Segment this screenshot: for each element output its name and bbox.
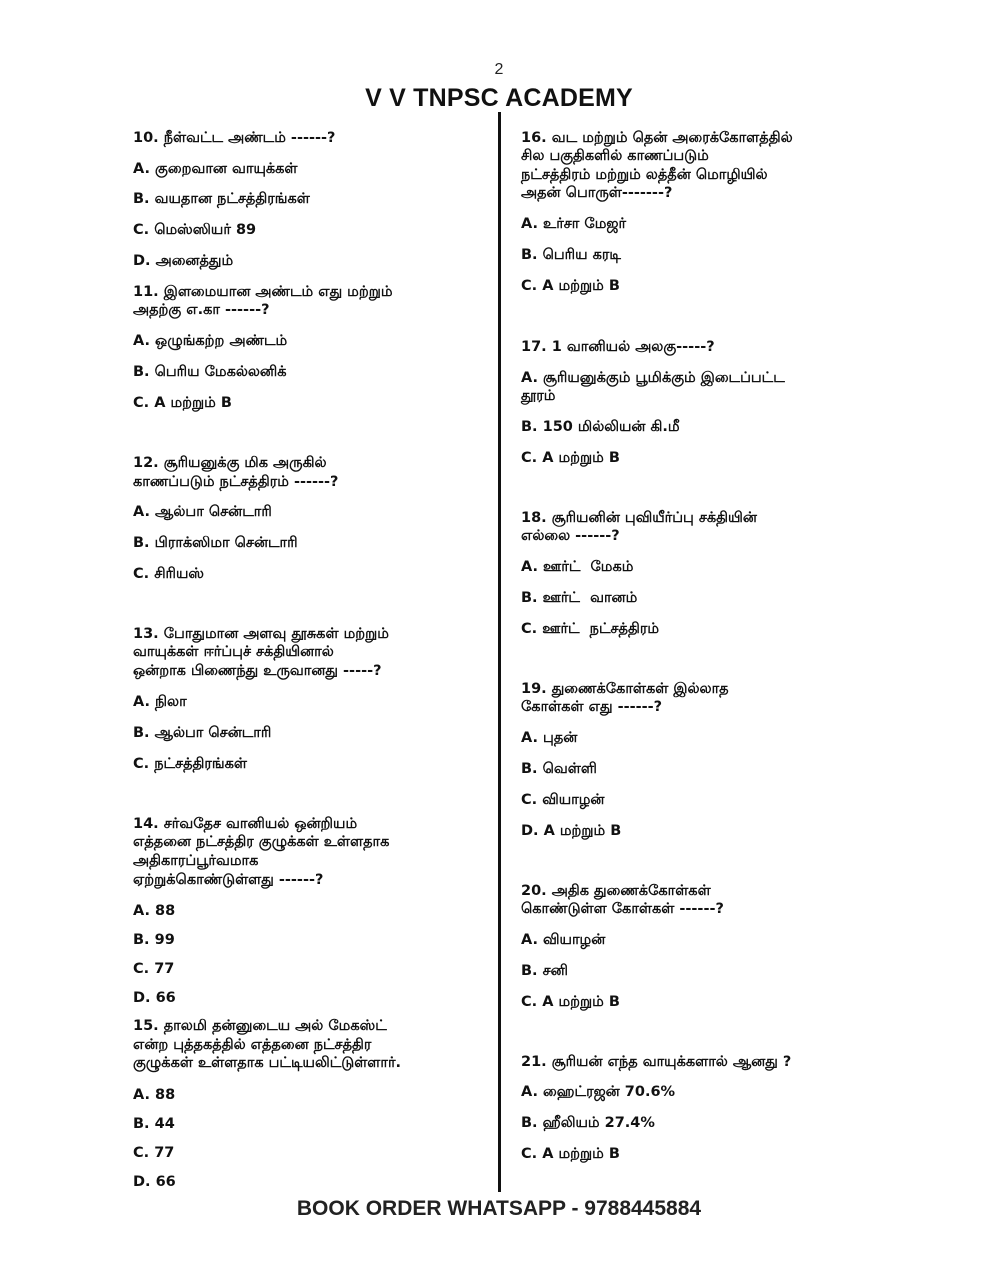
question-line: காணப்படும் நட்சத்திரம் ------? bbox=[133, 474, 339, 490]
option-line: B. ஆல்பா சென்டாரி bbox=[133, 725, 272, 741]
option-line: C. A மற்றும் B bbox=[521, 994, 620, 1010]
page-title: V V TNPSC ACADEMY bbox=[365, 84, 633, 112]
question-line: சில பகுதிகளில் காணப்படும் bbox=[521, 148, 709, 164]
option-line: B. 99 bbox=[133, 932, 175, 948]
question-line: 10. நீள்வட்ட அண்டம் ------? bbox=[133, 130, 336, 146]
option-line: A. குறைவான வாயுக்கள் bbox=[133, 161, 298, 177]
question-line: கொண்டுள்ள கோள்கள் ------? bbox=[521, 901, 724, 917]
option-line: A. உர்சா மேஜர் bbox=[521, 216, 627, 232]
question-line: அதற்கு எ.கா ------? bbox=[133, 302, 270, 318]
option-line: A. நிலா bbox=[133, 694, 187, 710]
option-line: A. ஒழுங்கற்ற அண்டம் bbox=[133, 333, 288, 349]
question-line: 12. சூரியனுக்கு மிக அருகில் bbox=[133, 455, 327, 471]
option-line: C. A மற்றும் B bbox=[133, 395, 232, 411]
question-line: அதன் பொருள்-------? bbox=[521, 185, 673, 201]
option-line: B. ஊர்ட் வானம் bbox=[521, 590, 638, 606]
option-line: C. ஊர்ட் நட்சத்திரம் bbox=[521, 621, 660, 637]
question-line: 20. அதிக துணைக்கோள்கள் bbox=[521, 883, 711, 899]
option-line: B. சனி bbox=[521, 963, 568, 979]
question-line: ஒன்றாக பிணைந்து உருவானது -----? bbox=[133, 663, 382, 679]
option-line: D. அனைத்தும் bbox=[133, 253, 234, 269]
option-line: A. ஆல்பா சென்டாரி bbox=[133, 504, 272, 520]
option-line: D. 66 bbox=[133, 990, 176, 1006]
option-line: C. A மற்றும் B bbox=[521, 450, 620, 466]
question-line: நட்சத்திரம் மற்றும் லத்தீன் மொழியில் bbox=[521, 167, 768, 183]
question-line: ஏற்றுக்கொண்டுள்ளது ------? bbox=[133, 872, 324, 888]
question-line: வாயுக்கள் ஈர்ப்புச் சக்தியினால் bbox=[133, 644, 334, 660]
option-line: A. சூரியனுக்கும் பூமிக்கும் இடைப்பட்ட bbox=[521, 370, 785, 386]
option-line: C. A மற்றும் B bbox=[521, 1146, 620, 1162]
option-line: B. 150 மில்லியன் கி.மீ bbox=[521, 419, 680, 435]
question-line: 19. துணைக்கோள்கள் இல்லாத bbox=[521, 681, 729, 697]
question-line: 21. சூரியன் எந்த வாயுக்களால் ஆனது ? bbox=[521, 1054, 792, 1070]
option-line: A. ஹைட்ரஜன் 70.6% bbox=[521, 1084, 676, 1100]
footer-order-info: BOOK ORDER WHATSAPP - 9788445884 bbox=[296, 1197, 702, 1220]
option-line: B. 44 bbox=[133, 1116, 175, 1132]
option-line: C. நட்சத்திரங்கள் bbox=[133, 756, 247, 772]
option-line: A. 88 bbox=[133, 1087, 176, 1103]
option-line: C. சிரியஸ் bbox=[133, 566, 204, 582]
option-line: C. 77 bbox=[133, 1145, 175, 1161]
option-line: B. பிராக்ஸிமா சென்டாரி bbox=[133, 535, 298, 551]
question-line: எத்தனை நட்சத்திர குழுக்கள் உள்ளதாக bbox=[133, 834, 390, 850]
option-line: A. 88 bbox=[133, 903, 176, 919]
option-line: C. A மற்றும் B bbox=[521, 278, 620, 294]
question-line: 15. தாலமி தன்னுடைய அல் மேகஸ்ட் bbox=[133, 1018, 387, 1034]
question-line: கோள்கள் எது ------? bbox=[521, 699, 663, 715]
question-line: 17. 1 வானியல் அலகு-----? bbox=[521, 339, 715, 355]
question-line: எல்லை ------? bbox=[521, 528, 620, 544]
option-line: A. ஊர்ட் மேகம் bbox=[521, 559, 634, 575]
option-line: C. மெஸ்ஸியர் 89 bbox=[133, 222, 257, 238]
question-line: 18. சூரியனின் புவியீர்ப்பு சக்தியின் bbox=[521, 510, 757, 526]
option-line: B. ஹீலியம் 27.4% bbox=[521, 1115, 655, 1131]
question-line: 13. போதுமான அளவு தூசுகள் மற்றும் bbox=[133, 626, 389, 642]
option-line: C. 77 bbox=[133, 961, 175, 977]
page-number: 2 bbox=[494, 61, 504, 78]
option-line: B. பெரிய கரடி bbox=[521, 247, 621, 263]
question-line: 11. இளமையான அண்டம் எது மற்றும் bbox=[133, 284, 393, 300]
option-line: B. வெள்ளி bbox=[521, 761, 597, 777]
question-line: 16. வட மற்றும் தென் அரைக்கோளத்தில் bbox=[521, 130, 793, 146]
option-line: D. 66 bbox=[133, 1174, 176, 1190]
option-line: B. பெரிய மேகல்லனிக் bbox=[133, 364, 287, 380]
option-line: D. A மற்றும் B bbox=[521, 823, 622, 839]
question-line: என்ற புத்தகத்தில் எத்தனை நட்சத்திர bbox=[133, 1037, 372, 1053]
option-line: A. வியாழன் bbox=[521, 932, 606, 948]
column-divider bbox=[498, 112, 501, 1192]
option-line: C. வியாழன் bbox=[521, 792, 605, 808]
question-line: 14. சர்வதேச வானியல் ஒன்றியம் bbox=[133, 816, 358, 832]
option-line: B. வயதான நட்சத்திரங்கள் bbox=[133, 191, 310, 207]
question-line: அதிகாரப்பூர்வமாக bbox=[133, 853, 259, 869]
question-line: குழுக்கள் உள்ளதாக பட்டியலிட்டுள்ளார். bbox=[133, 1055, 402, 1071]
option-line: தூரம் bbox=[521, 388, 556, 404]
option-line: A. புதன் bbox=[521, 730, 578, 746]
